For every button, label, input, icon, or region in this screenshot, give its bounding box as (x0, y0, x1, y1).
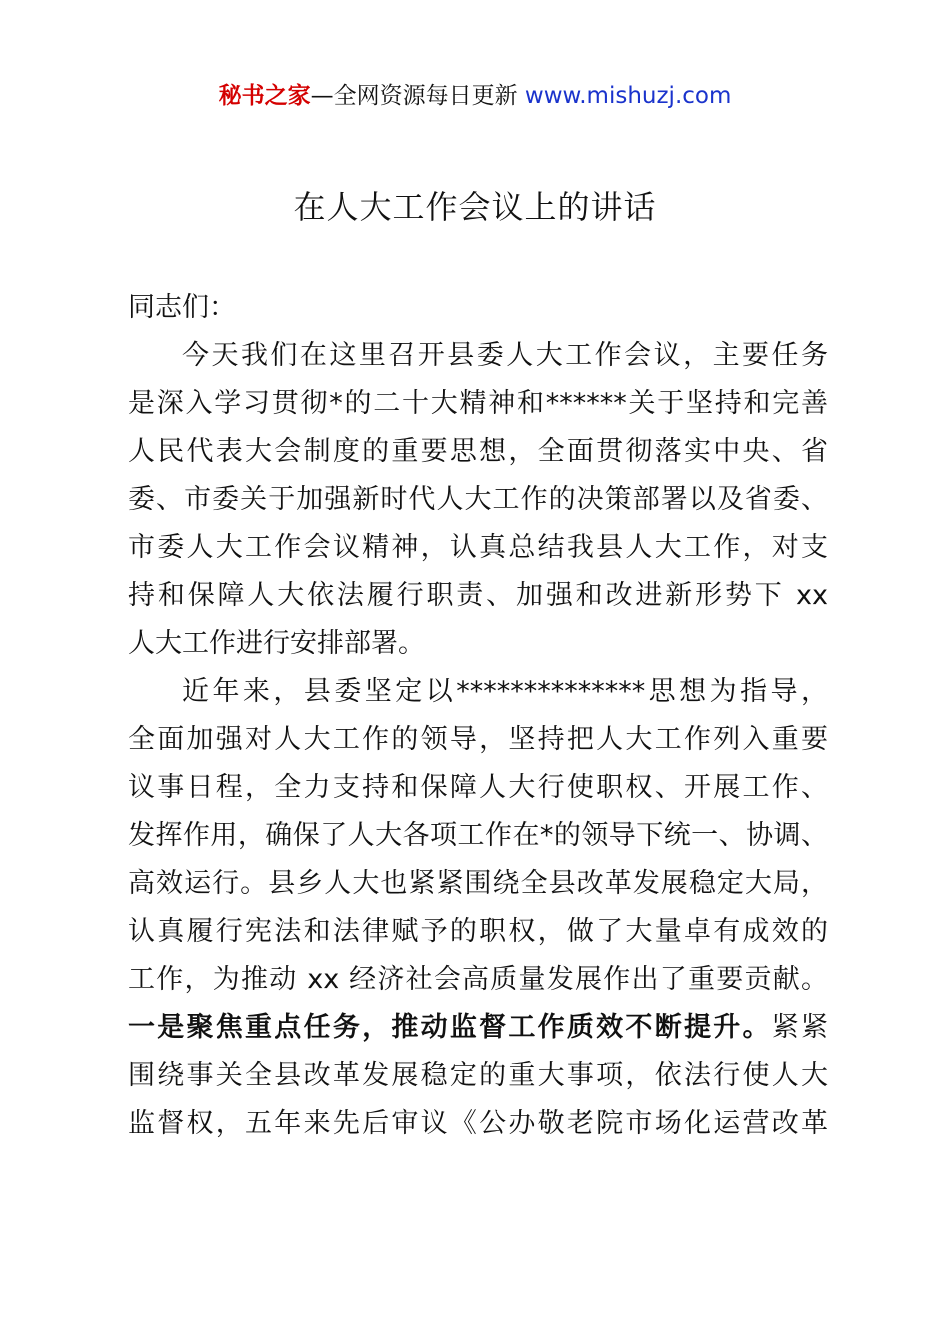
body-line: 监督权，五年来先后审议《公办敬老院市场化运营改革 (128, 1108, 828, 1139)
body-line: 人大工作进行安排部署。 (128, 628, 425, 659)
body-line: 围绕事关全县改革发展稳定的重大事项，依法行使人大 (128, 1060, 828, 1091)
site-slogan: —全网资源每日更新 (310, 83, 518, 109)
body-line: 认真履行宪法和法律赋予的职权，做了大量卓有成效的 (128, 916, 828, 947)
body-line: 议事日程，全力支持和保障人大行使职权、开展工作、 (128, 772, 828, 803)
document-title: 在人大工作会议上的讲话 (293, 188, 657, 226)
bold-heading: 一是聚焦重点任务，推动监督工作质效不断提升。 (128, 1012, 772, 1043)
site-url-link[interactable]: www.mishuzj.com (524, 83, 732, 109)
document-body (128, 284, 828, 1148)
site-header (0, 80, 950, 112)
body-line: 人民代表大会制度的重要思想，全面贯彻落实中央、省 (128, 436, 828, 467)
heading-continuation: 紧紧 (771, 1012, 829, 1043)
body-line: 全面加强对人大工作的领导，坚持把人大工作列入重要 (128, 724, 828, 755)
site-brand: 秘书之家 (218, 83, 311, 109)
salutation: 同志们： (128, 292, 236, 323)
body-line: 委、市委关于加强新时代人大工作的决策部署以及省委、 (128, 484, 828, 515)
body-line: 今天我们在这里召开县委人大工作会议，主要任务 (182, 340, 828, 371)
body-line: 市委人大工作会议精神，认真总结我县人大工作，对支 (128, 532, 828, 563)
body-line: 持和保障人大依法履行职责、加强和改进新形势下 xx (128, 580, 828, 611)
body-line: 近年来，县委坚定以**************思想为指导， (182, 676, 828, 707)
body-line: 高效运行。县乡人大也紧紧围绕全县改革发展稳定大局， (128, 868, 828, 899)
body-line: 发挥作用，确保了人大各项工作在*的领导下统一、协调、 (128, 820, 828, 851)
body-line-with-heading (128, 1004, 828, 1052)
body-line: 工作，为推动 xx 经济社会高质量发展作出了重要贡献。 (128, 964, 828, 995)
body-line: 是深入学习贯彻*的二十大精神和******关于坚持和完善 (128, 388, 828, 419)
